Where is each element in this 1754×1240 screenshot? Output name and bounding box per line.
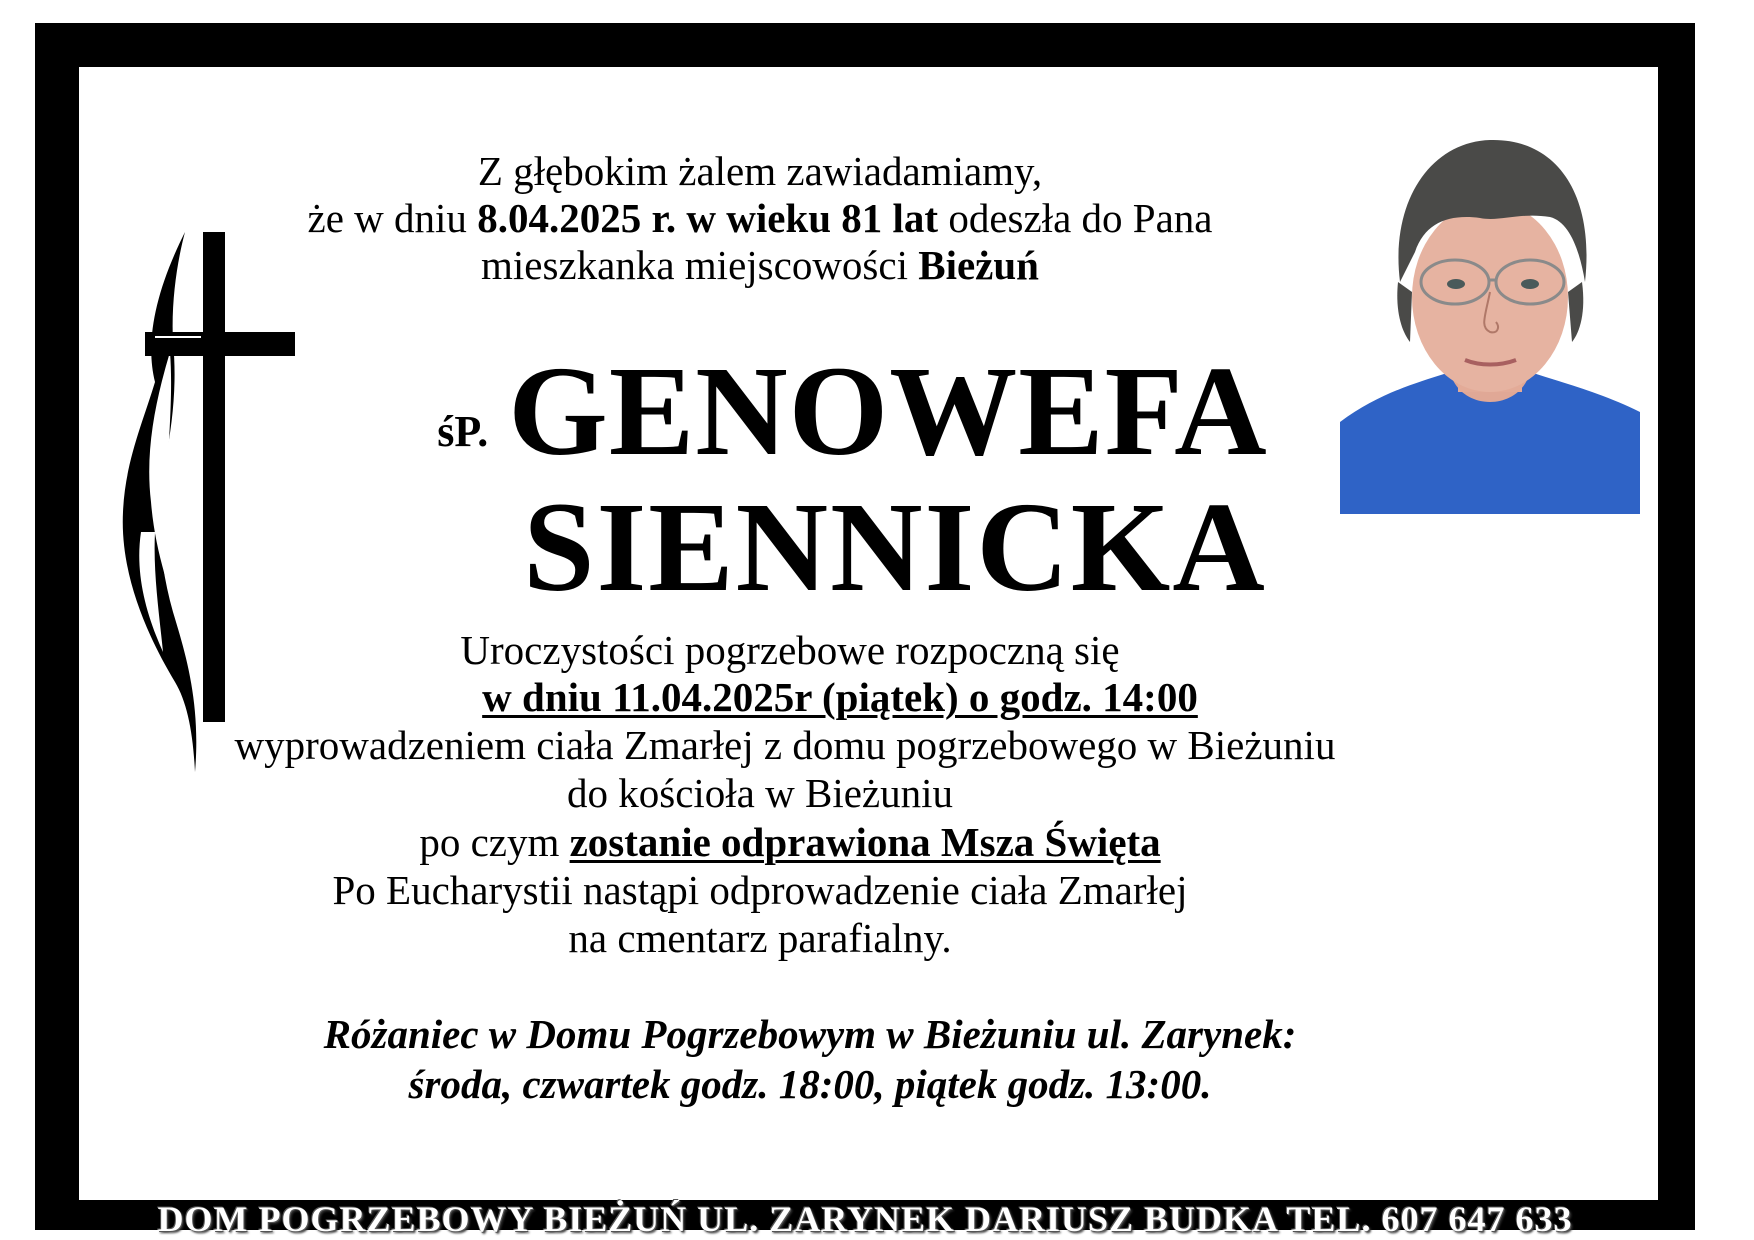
intro-line-2 — [260, 194, 1260, 242]
last-name: SIENNICKA — [523, 476, 1267, 618]
intro-line-1-text: Z głębokim żalem zawiadamiamy, — [477, 148, 1043, 194]
mass-text: zostanie odprawiona Msza Święta — [569, 819, 1161, 865]
rosary-line-2 — [300, 1060, 1320, 1108]
ceremony-line-4 — [400, 769, 1120, 817]
intro-line-2-lead: że w dniu — [307, 195, 478, 241]
intro-line-3 — [300, 241, 1220, 289]
ceremony-line-7 — [400, 914, 1120, 962]
ceremony-line-3 — [230, 721, 1340, 769]
ceremony-line-5 — [350, 818, 1230, 866]
rosary-line-2-text: środa, czwartek godz. 18:00, piątek godz. 13:00. — [408, 1061, 1212, 1107]
ceremony-line-6 — [300, 866, 1220, 914]
ceremony-line-1-text: Uroczystości pogrzebowe rozpoczną się — [460, 627, 1120, 673]
ceremony-line-2 — [400, 673, 1280, 721]
residence-place: Bieżuń — [918, 242, 1039, 288]
ceremony-line-7-text: na cmentarz parafialny. — [568, 915, 952, 961]
first-name: GENOWEFA — [508, 340, 1268, 482]
ceremony-date-time: w dniu 11.04.2025r (piątek) o godz. 14:00 — [482, 674, 1198, 720]
ceremony-line-1 — [400, 626, 1180, 674]
funeral-home-footer: DOM POGRZEBOWY BIEŻUŃ UL. ZARYNEK DARIUSZ BUDKA TEL. 607 647 633 — [157, 1199, 1573, 1239]
intro-line-3-lead: mieszkanka miejscowości — [481, 242, 919, 288]
intro-line-2-tail: odeszła do Pana — [938, 195, 1213, 241]
rosary-line-1 — [300, 1010, 1320, 1058]
death-date-age: 8.04.2025 r. w wieku 81 lat — [477, 195, 939, 241]
ceremony-line-5-lead: po czym — [419, 819, 570, 865]
deceased-photo — [1340, 122, 1640, 514]
cross-icon — [115, 232, 305, 772]
rosary-line-1-text: Różaniec w Domu Pogrzebowym w Bieżuniu ul. Zarynek: — [323, 1011, 1297, 1057]
name-prefix: śP. — [437, 407, 489, 456]
ceremony-line-4-text: do kościoła w Bieżuniu — [566, 770, 954, 816]
ceremony-line-6-text: Po Eucharystii nastąpi odprowadzenie ciała Zmarłej — [332, 867, 1188, 913]
first-name-row — [385, 338, 1320, 482]
ceremony-line-3-text: wyprowadzeniem ciała Zmarłej z domu pogrzebowego w Bieżuniu — [234, 722, 1336, 768]
intro-line-1 — [300, 147, 1220, 195]
